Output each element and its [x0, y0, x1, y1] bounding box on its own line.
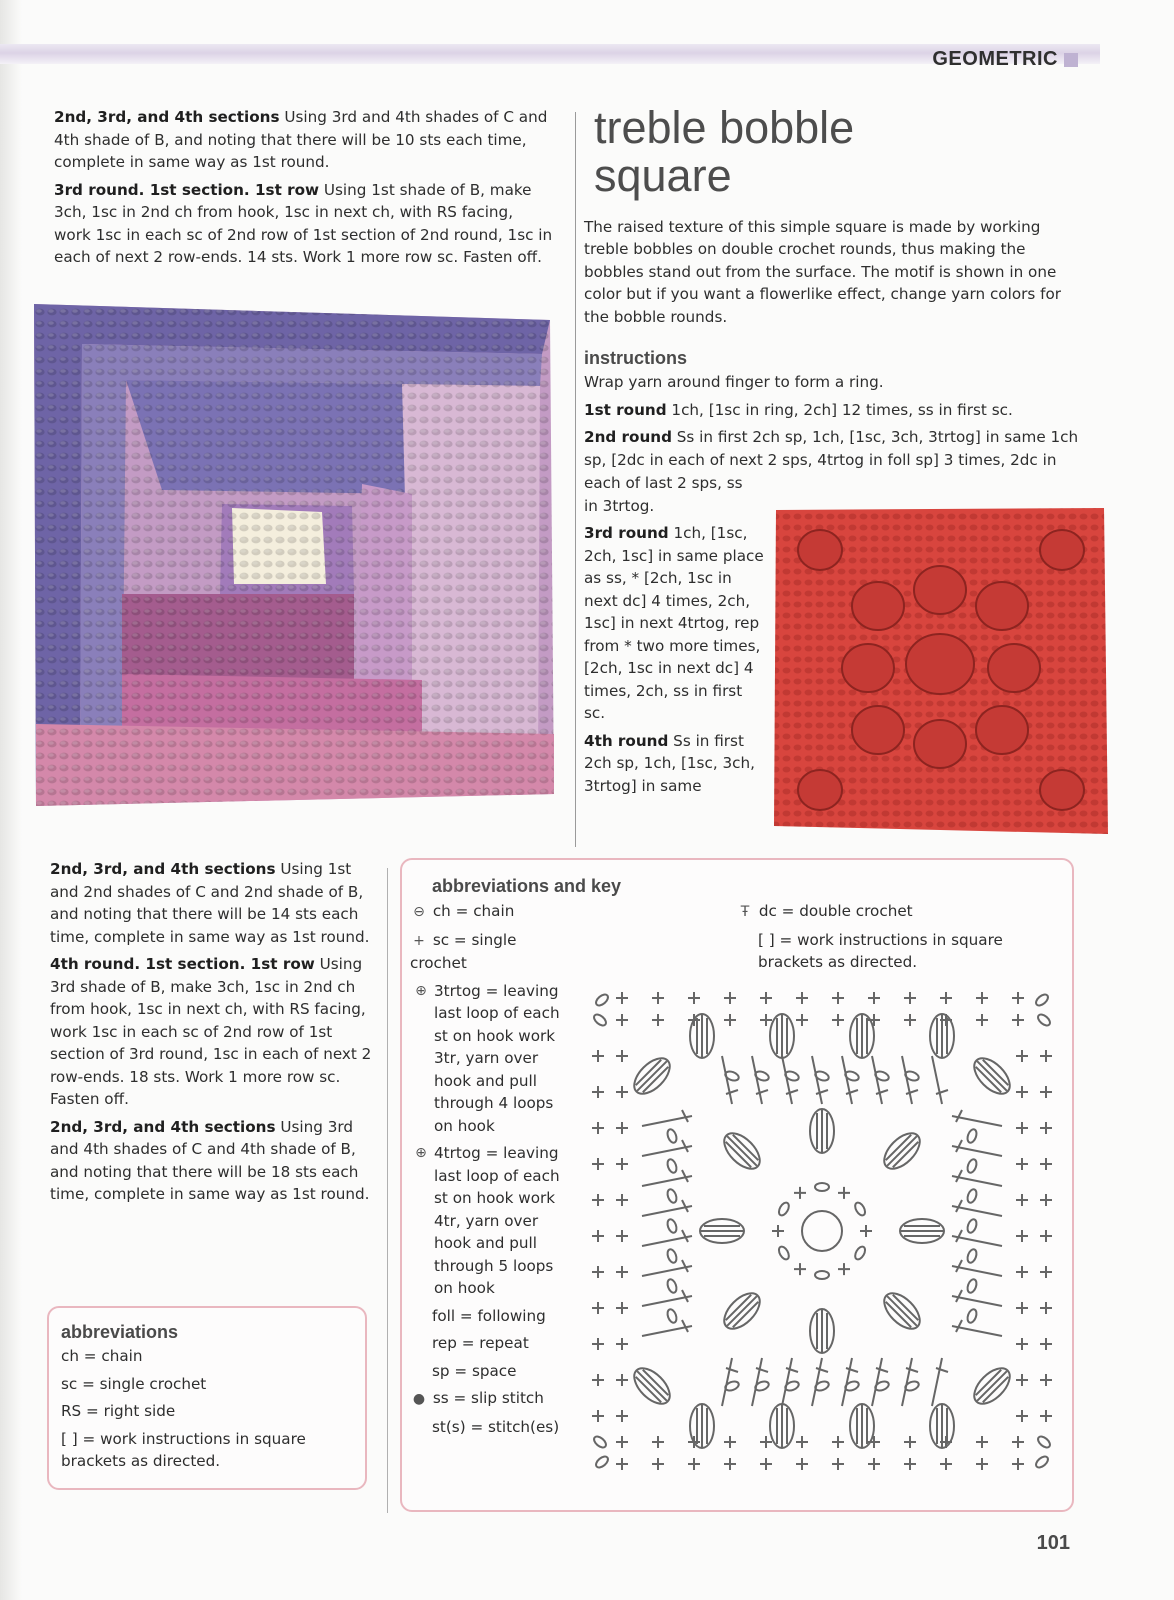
chart-mark: [1012, 1014, 1024, 1026]
chart-mark: [860, 1225, 872, 1237]
chart-mark: [616, 1230, 628, 1242]
term: ch: [432, 902, 451, 920]
definition: = single crochet: [77, 1374, 207, 1393]
chart-mark: [1040, 1302, 1052, 1314]
chart-mark: [976, 1436, 988, 1448]
chart-mark: [616, 992, 628, 1004]
chart-mark: [1016, 1122, 1028, 1134]
chart-mark: [1040, 1194, 1052, 1206]
chart-mark: [760, 1014, 772, 1026]
chart-mark: [1012, 992, 1024, 1004]
chart-mark: [802, 1211, 842, 1251]
chart-mark: [904, 992, 916, 1004]
body: Using 1st and 2nd shades of C and 2nd shade of B, and noting that there will be 14 sts each time, complete in same way as 1st round.: [50, 860, 370, 946]
chart-mark: [666, 1308, 678, 1324]
term: ss: [432, 1389, 449, 1407]
chart-mark: [952, 1320, 1002, 1336]
paragraph: Wrap yarn around finger to form a ring.: [584, 373, 884, 391]
chart-mark: [952, 1200, 1002, 1216]
instructions-text-wide: [584, 371, 1084, 471]
chart-mark: [688, 1458, 700, 1470]
body: 1ch, [1sc in ring, 2ch] 12 times, ss in first sc.: [666, 400, 1013, 419]
chart-mark: [760, 1436, 772, 1448]
chart-mark: [652, 992, 664, 1004]
chart-mark: [832, 1014, 844, 1026]
term: 4trtog: [434, 1144, 481, 1162]
chart-mark: [904, 1014, 916, 1026]
page-number: 101: [1036, 1532, 1070, 1554]
log-cabin-square-photo: [22, 294, 562, 814]
instructions-heading: instructions: [584, 348, 688, 368]
chart-mark: [592, 1374, 604, 1386]
chart-mark: [1012, 1436, 1024, 1448]
paragraph: [50, 953, 374, 1111]
definition: = slip stitch: [448, 1389, 544, 1407]
definition: = leaving last loop of each st on hook work 3tr, yarn over hook and pull through 4 loops on hook: [434, 981, 560, 1135]
section-label: GEOMETRIC: [932, 48, 1058, 70]
lead: 1st round: [584, 400, 667, 419]
chart-mark: [904, 1458, 916, 1470]
chart-mark: [594, 1454, 610, 1469]
chart-mark: [817, 1310, 827, 1352]
term: [ ]: [758, 930, 775, 949]
chart-mark: [642, 1260, 692, 1276]
chart-mark: [857, 1405, 867, 1447]
chart-mark: [1016, 1374, 1028, 1386]
chart-mark: [642, 1110, 692, 1126]
chart-mark: [1016, 1050, 1028, 1062]
chart-mark: [760, 1458, 772, 1470]
paragraph: each of last 2 sps, ss: [584, 474, 743, 492]
bobble-square-photo: [770, 500, 1114, 840]
definition: = double crochet: [776, 902, 913, 920]
chart-mark: [796, 1436, 808, 1448]
chart-mark: [616, 1122, 628, 1134]
chart-mark: [796, 1458, 808, 1470]
chain-symbol-icon: ⊖: [413, 904, 425, 920]
definition: = work instructions in square brackets as directed.: [758, 930, 1003, 971]
section-tag: [932, 48, 1078, 71]
chart-mark: [952, 1170, 1002, 1186]
chart-mark: [853, 1245, 867, 1261]
chart-mark: [796, 1014, 808, 1026]
chart-mark: [1016, 1158, 1028, 1170]
chart-mark: [974, 1058, 1011, 1095]
chart-mark: [952, 1290, 1002, 1306]
chart-mark: [832, 1458, 844, 1470]
chart-mark: [616, 1266, 628, 1278]
key-item: [410, 1416, 570, 1439]
chart-mark: [642, 1140, 692, 1156]
chart-mark: [1040, 1050, 1052, 1062]
chart-mark: [652, 1436, 664, 1448]
chart-mark: [1040, 1230, 1052, 1242]
chart-mark: [592, 1266, 604, 1278]
page-gutter-shadow: [0, 0, 22, 1600]
chart-mark: [760, 992, 772, 1004]
chart-mark: [966, 1278, 978, 1294]
chart-mark: [1034, 992, 1050, 1007]
text: [432, 980, 570, 1138]
chart-mark: [616, 1086, 628, 1098]
abbreviations-key-box: [400, 858, 1074, 1512]
chart-mark: [666, 1218, 678, 1234]
paragraph: [584, 522, 764, 725]
chart-mark: [772, 1225, 784, 1237]
chart-mark: [616, 1410, 628, 1422]
definition: = chain: [78, 1347, 143, 1365]
key-list-left: [410, 900, 570, 1443]
paragraph: [584, 399, 1084, 422]
chart-mark: [592, 1194, 604, 1206]
paragraph: [54, 179, 554, 269]
chart-mark: [666, 1128, 678, 1144]
chart-mark: [1012, 1458, 1024, 1470]
key-item: [410, 900, 570, 924]
chart-mark: [642, 1200, 692, 1216]
chart-mark: [940, 1458, 952, 1470]
body: 1ch, [1sc, 2ch, 1sc] in same place as ss, * [2ch, 1sc in next dc] 4 times, 2ch, 1sc] in next 4trtog, rep from * two more times, [2ch, 1sc in next dc] 4 times, 2ch, ss in first sc.: [584, 524, 764, 722]
chart-mark: [616, 1374, 628, 1386]
chart-mark: [1016, 1410, 1028, 1422]
chart-mark: [940, 992, 952, 1004]
chart-mark: [666, 1278, 678, 1294]
chart-mark: [777, 1201, 791, 1217]
chart-mark: [853, 1201, 867, 1217]
chart-mark: [966, 1158, 978, 1174]
lead: 4th round. 1st section. 1st row: [50, 955, 315, 973]
chart-mark: [884, 1293, 921, 1330]
paragraph: in 3trtog.: [584, 496, 655, 515]
chart-mark: [1036, 1434, 1052, 1449]
chart-mark: [642, 1230, 692, 1246]
term: st(s): [432, 1417, 466, 1436]
abbr-item: [61, 1373, 353, 1396]
chart-mark: [976, 992, 988, 1004]
chart-mark: [634, 1368, 671, 1405]
chart-mark: [815, 1183, 829, 1191]
chart-mark: [701, 1226, 743, 1236]
chart-mark: [868, 1458, 880, 1470]
abbr-item: [61, 1428, 353, 1473]
chart-mark: [976, 1458, 988, 1470]
chart-mark: [616, 1302, 628, 1314]
chart-mark: [1040, 1410, 1052, 1422]
chart-mark: [616, 1158, 628, 1170]
chart-mark: [1016, 1338, 1028, 1350]
4trtog-symbol-icon: ⊕: [415, 1145, 427, 1161]
key-item: [736, 929, 1056, 974]
definition: = right side: [81, 1402, 176, 1420]
chart-mark: [592, 1434, 608, 1449]
body: Using 1st shade of B, make 3ch, 1sc in 2nd ch from hook, 1sc in next ch, with RS facing, work 1sc in each sc of 2nd row of 1st section of 2nd round, 1sc in each of next 2 row-ends. 14 sts. Work 1 more row sc. Fasten off.: [54, 180, 553, 266]
chart-mark: [724, 1458, 736, 1470]
column-divider: [575, 112, 576, 847]
chart-mark: [857, 1015, 867, 1057]
chart-mark: [666, 1188, 678, 1204]
chart-mark: [777, 1245, 791, 1261]
chart-mark: [724, 1133, 761, 1170]
body: Using 3rd and 4th shades of C and 4th shade of B, and noting that there will be 10 sts each time, complete in same way as 1st round.: [54, 108, 548, 171]
section-square-icon: [1064, 53, 1078, 67]
lead: 4th round: [584, 731, 669, 750]
key-item: [410, 1387, 570, 1411]
chart-mark: [966, 1308, 978, 1324]
abbr-item: [61, 1345, 353, 1368]
title-line: square: [594, 150, 732, 201]
chart-mark: [724, 1014, 736, 1026]
key-item: [410, 980, 570, 1138]
abbr-item: [61, 1400, 353, 1423]
chart-mark: [634, 1058, 671, 1095]
key-item: [736, 900, 1056, 924]
term: foll: [432, 1306, 456, 1325]
term: rep: [432, 1334, 457, 1352]
definition: = leaving last loop of each st on hook work 4tr, yarn over hook and pull through 5 loops on hook: [434, 1144, 560, 1297]
abbreviations-title: abbreviations: [61, 1322, 179, 1342]
chart-mark: [616, 1458, 628, 1470]
chart-mark: [1040, 1338, 1052, 1350]
body: Ss in first 2ch sp, 1ch, [1sc, 3ch, 3trtog] in same 1ch sp, [2dc in each of next 2 sps, 4trtog in foll sp] 3 times, 2dc in: [584, 428, 1079, 469]
chart-mark: [838, 1263, 850, 1275]
body: Using 3rd shade of B, make 3ch, 1sc in 2nd ch from hook, 1sc in next ch, with RS facing, work 1sc in each sc of 2nd row of 1st section of 3rd round, 1sc in each of next 2 row-ends. 18 sts. Work 1 more row sc. Fasten off.: [50, 955, 372, 1108]
chart-mark: [1034, 1454, 1050, 1469]
chart-mark: [592, 1302, 604, 1314]
pattern-title: [594, 104, 854, 200]
chart-mark: [697, 1015, 707, 1057]
lead: 3rd round: [584, 524, 669, 542]
chart-mark: [966, 1188, 978, 1204]
body: Ss in first 2ch sp, 1ch, [1sc, 3ch, 3trtog] in same: [584, 731, 755, 795]
chart-mark: [616, 1436, 628, 1448]
chart-mark: [666, 1158, 678, 1174]
definition: = work instructions in square brackets as directed.: [61, 1429, 306, 1470]
left-top-text: [54, 106, 554, 274]
chart-mark: [592, 1050, 604, 1062]
chart-mark: [932, 1358, 948, 1406]
key-item: [410, 929, 570, 975]
chart-mark: [652, 1458, 664, 1470]
term: sc: [432, 930, 450, 949]
paragraph: [50, 858, 374, 948]
paragraph: [584, 730, 764, 798]
chart-mark: [952, 1140, 1002, 1156]
paragraph: [54, 106, 554, 174]
chart-mark: [794, 1263, 806, 1275]
left-bottom-text: [50, 858, 374, 1211]
chart-mark: [1016, 1230, 1028, 1242]
chart-mark: [838, 1187, 850, 1199]
paragraph: [50, 1116, 374, 1206]
slip-stitch-symbol-icon: ●: [412, 1391, 426, 1407]
key-item: [410, 1360, 570, 1383]
stitch-chart: [582, 986, 1062, 1476]
chart-mark: [1016, 1194, 1028, 1206]
chart-mark: [817, 1110, 827, 1152]
chart-mark: [724, 1436, 736, 1448]
key-item: [410, 1305, 570, 1328]
definition: = single crochet: [410, 930, 517, 972]
body: Using 3rd and 4th shades of C and 4th shade of B, and noting that there will be 18 sts each time, complete in same way as 1st round.: [50, 1117, 370, 1203]
chart-mark: [777, 1015, 787, 1057]
chart-mark: [1040, 1266, 1052, 1278]
chart-mark: [592, 1158, 604, 1170]
chart-mark: [592, 1122, 604, 1134]
text: [432, 1142, 570, 1300]
chart-mark: [1040, 1158, 1052, 1170]
lead: 3rd round. 1st section. 1st row: [54, 180, 320, 199]
chart-mark: [1040, 1086, 1052, 1098]
dc-symbol-icon: Ŧ: [740, 904, 750, 920]
chart-mark: [592, 1410, 604, 1422]
chart-mark: [832, 992, 844, 1004]
definition: = following: [455, 1306, 546, 1325]
instructions-text-narrow: [584, 472, 764, 802]
chart-mark: [1040, 1122, 1052, 1134]
lead: 2nd round: [584, 428, 672, 446]
3trtog-symbol-icon: ⊕: [415, 982, 427, 999]
term: [ ]: [61, 1429, 78, 1448]
chart-mark: [901, 1226, 943, 1236]
chart-mark: [976, 1014, 988, 1026]
chart-mark: [932, 1056, 948, 1104]
term: dc: [758, 902, 777, 920]
sc-symbol-icon: +: [413, 932, 425, 949]
chart-mark: [592, 1086, 604, 1098]
chart-mark: [652, 1014, 664, 1026]
chart-mark: [966, 1128, 978, 1144]
column-divider: [387, 868, 388, 1513]
definition: = space: [449, 1361, 517, 1380]
chart-mark: [666, 1248, 678, 1264]
key-item: [410, 1332, 570, 1355]
chart-mark: [832, 1436, 844, 1448]
chart-mark: [952, 1110, 1002, 1126]
chart-mark: [697, 1405, 707, 1447]
chart-mark: [952, 1230, 1002, 1246]
key-title: abbreviations and key: [432, 876, 622, 896]
definition: = repeat: [456, 1334, 529, 1352]
chart-mark: [904, 1436, 916, 1448]
chart-mark: [884, 1133, 921, 1170]
chart-mark: [1016, 1266, 1028, 1278]
chart-mark: [952, 1260, 1002, 1276]
lead: 2nd, 3rd, and 4th sections: [50, 1117, 276, 1136]
chart-mark: [815, 1271, 829, 1279]
lead: 2nd, 3rd, and 4th sections: [50, 860, 276, 878]
paragraph: [584, 426, 1084, 471]
title-line: treble bobble: [594, 102, 855, 153]
chart-mark: [1016, 1302, 1028, 1314]
lead: 2nd, 3rd, and 4th sections: [54, 108, 280, 126]
term: 3trtog: [434, 981, 481, 1000]
abbreviations-box: [47, 1306, 367, 1490]
chart-mark: [724, 992, 736, 1004]
term: RS: [61, 1402, 82, 1420]
key-item: [410, 1142, 570, 1300]
chart-mark: [642, 1170, 692, 1186]
chart-mark: [592, 1338, 604, 1350]
chart-mark: [592, 1012, 608, 1027]
term: sp: [432, 1361, 450, 1380]
chart-mark: [794, 1187, 806, 1199]
chart-mark: [796, 992, 808, 1004]
chart-mark: [724, 1293, 761, 1330]
chart-mark: [1040, 1374, 1052, 1386]
chart-mark: [688, 992, 700, 1004]
chart-mark: [616, 1014, 628, 1026]
chart-mark: [616, 1194, 628, 1206]
chart-mark: [1036, 1012, 1052, 1027]
chart-mark: [777, 1405, 787, 1447]
definition: = stitch(es): [465, 1417, 560, 1436]
chart-mark: [974, 1368, 1011, 1405]
chart-mark: [642, 1320, 692, 1336]
chart-mark: [592, 1230, 604, 1242]
chart-mark: [616, 1338, 628, 1350]
term: sc: [61, 1374, 78, 1393]
chart-mark: [594, 992, 610, 1007]
chart-mark: [642, 1290, 692, 1306]
key-list-right: [736, 900, 1056, 979]
chart-mark: [966, 1218, 978, 1234]
chart-mark: [616, 1050, 628, 1062]
intro-text: [584, 216, 1084, 333]
chart-mark: [966, 1248, 978, 1264]
term: ch: [61, 1347, 79, 1365]
chart-mark: [1016, 1086, 1028, 1098]
definition: = chain: [450, 902, 515, 920]
intro-paragraph: The raised texture of this simple square is made by working treble bobbles on double crochet rounds, thus making the bobbles stand out from the surface. The motif is shown in one color but if you want a flowerlike effect, change yarn colors for the bobble rounds.: [584, 218, 1061, 326]
chart-mark: [868, 992, 880, 1004]
